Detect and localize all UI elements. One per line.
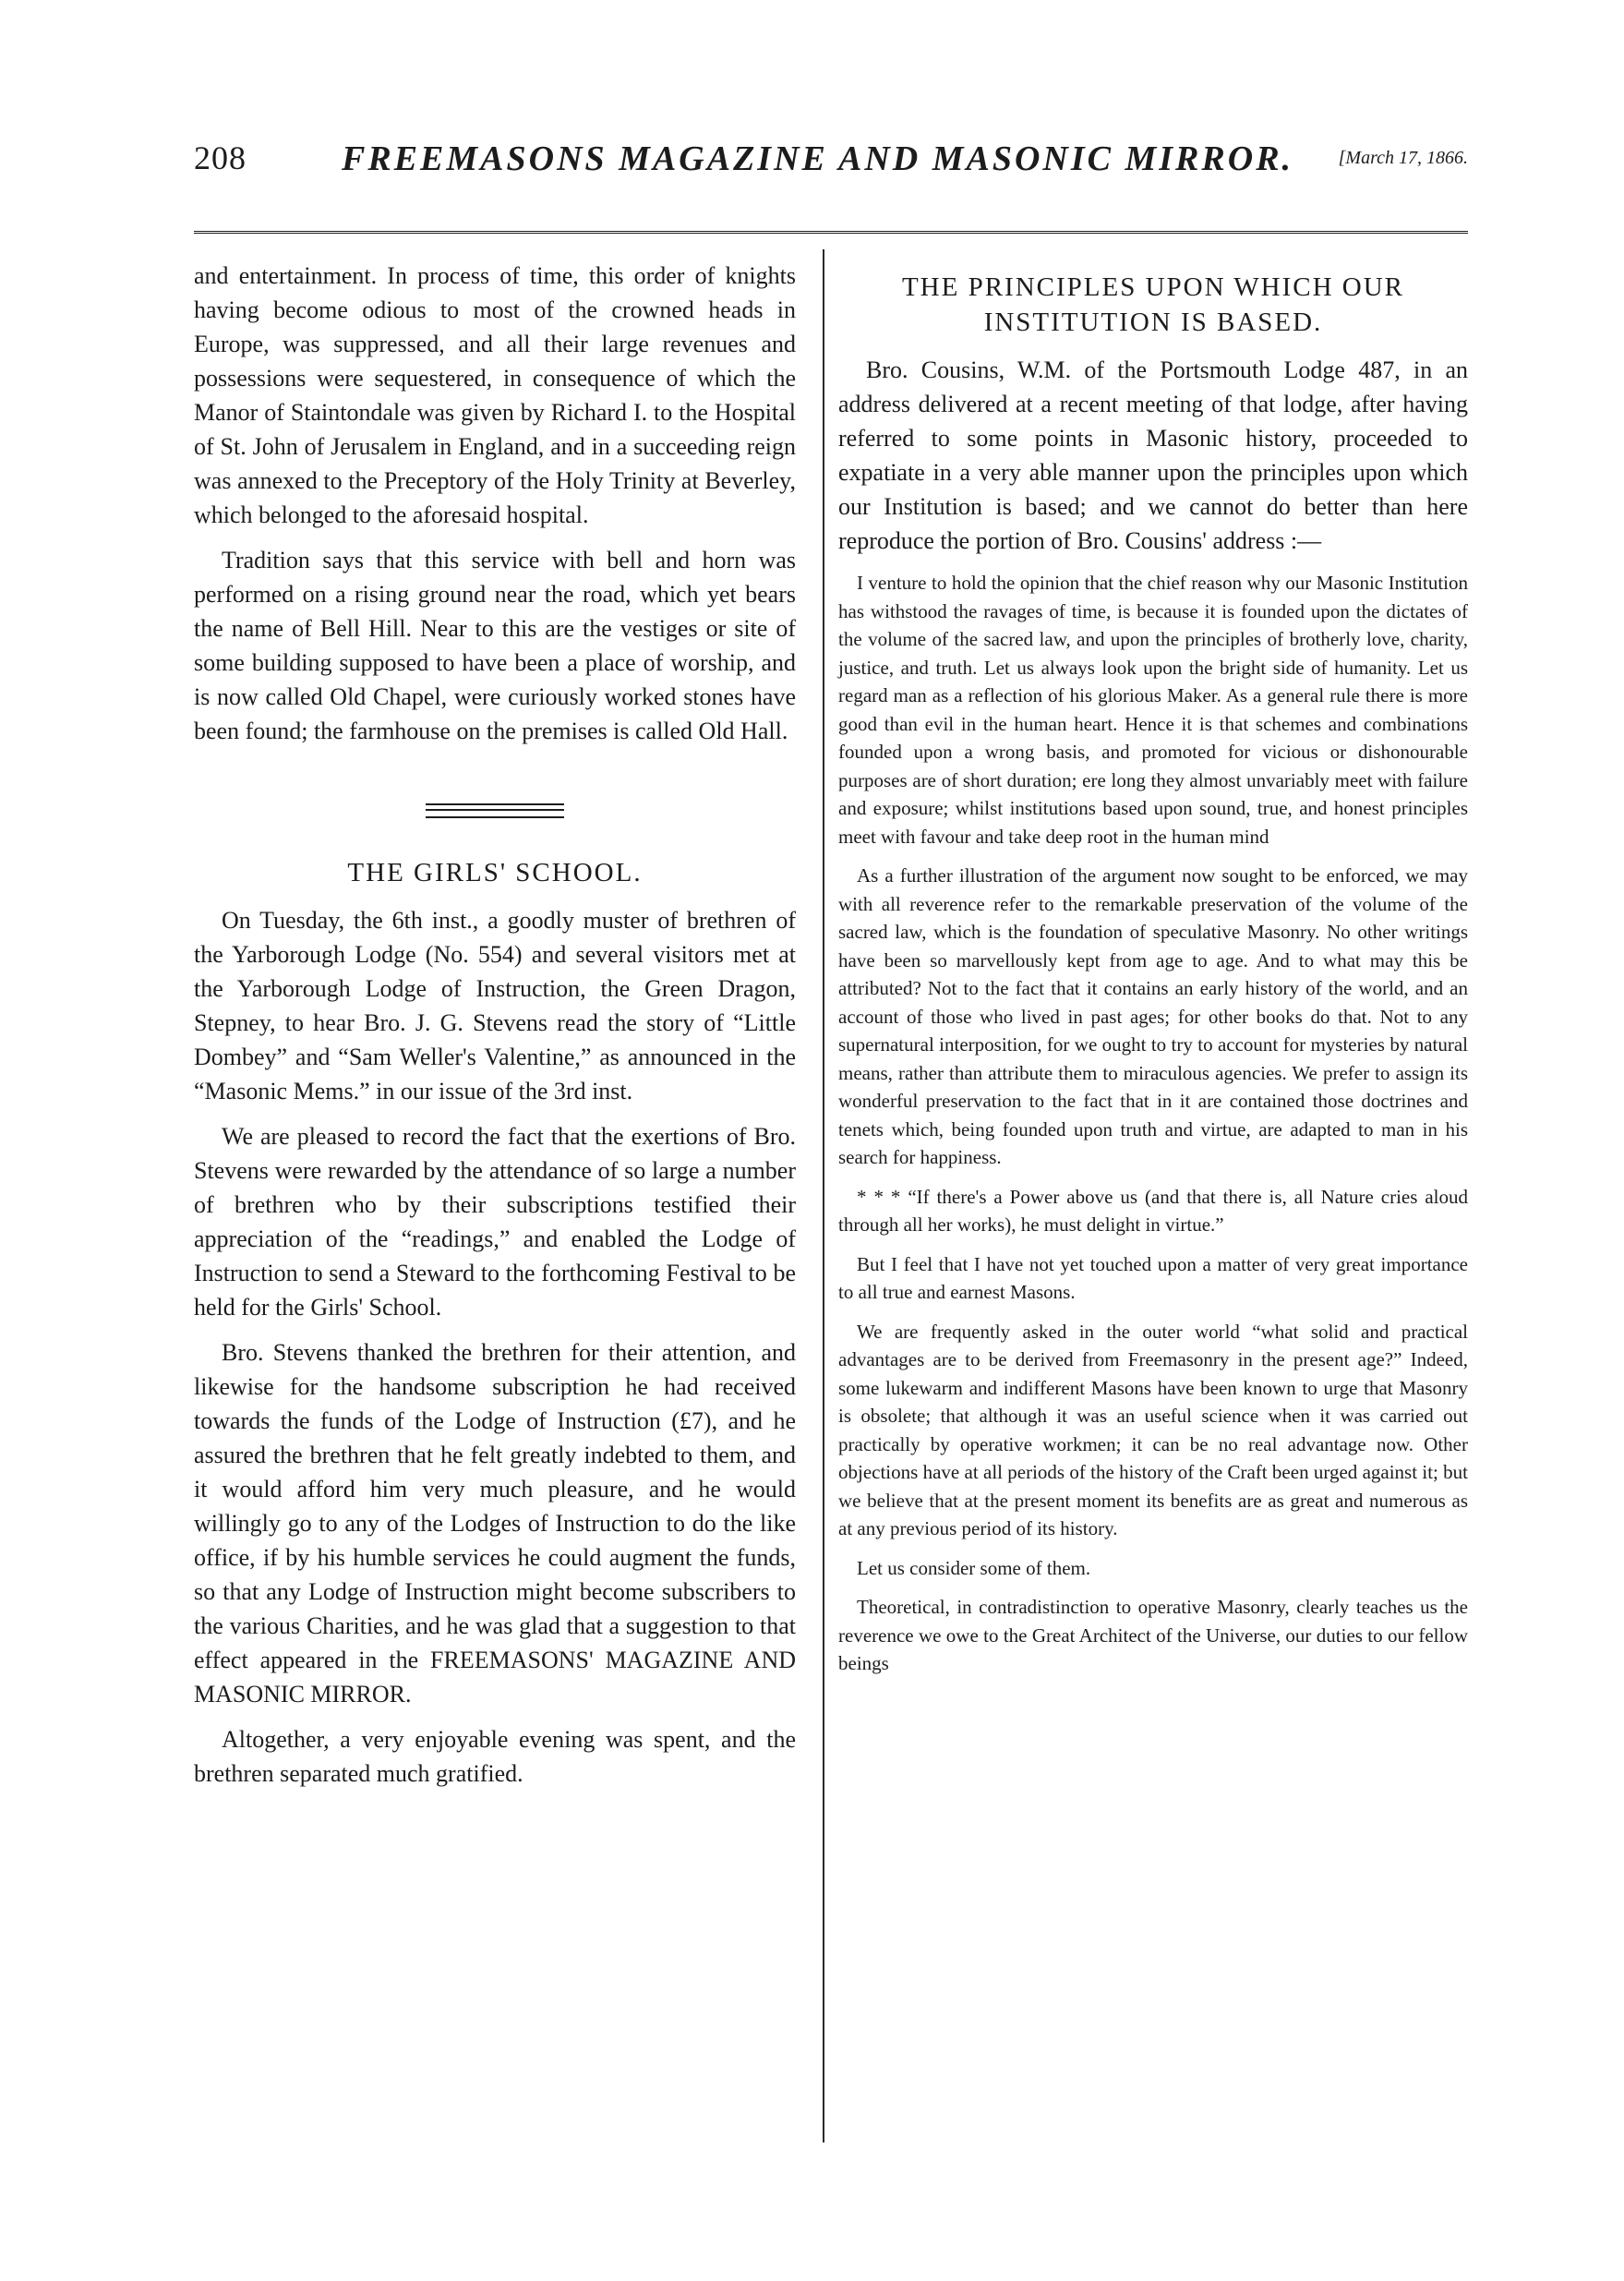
article-paragraph: Bro. Stevens thanked the brethren for their attention, and likewise for the handsome subscription he had received towards the funds of the Lodge of Instruction (£7), and he assured the brethren that he felt greatly indebted to them, and it would afford him very much pleasure, and he would willingly go to any of the Lodges of Instruction to do the like office, if by his humble services he could augment the funds, so that any Lodge of Instruction might become subscribers to the various Charities, and he was glad that a suggestion to that effect appeared in the FREEMASONS' MAGAZINE AND MASONIC MIRROR. xyxy=(194,1339,796,1708)
section-title-girls-school: THE GIRLS' SCHOOL. xyxy=(347,858,643,887)
article-paragraph: Tradition says that this service with bell and horn was performed on a rising ground near the road, which yet bears the name of Bell Hill. Near to this are the vestiges or site of some building supposed to have been a place of worship, and is now called Old Chapel, were curiously worked stones have been found; the farmhouse on the premises is called Old Hall. xyxy=(194,547,796,744)
header-rule xyxy=(194,231,1468,234)
address-paragraph: But I feel that I have not yet touched upon a matter of very great importance to all true and earnest Masons. xyxy=(838,1252,1468,1303)
address-paragraph: Let us consider some of them. xyxy=(857,1556,1091,1579)
left-column xyxy=(194,259,796,1802)
article-paragraph: On Tuesday, the 6th inst., a goodly muster of brethren of the Yarborough Lodge (No. 554) and several visitors met at the Yarborough Lodge of Instruction, the Green Dragon, Stepney, to hear Bro. J. G. Stevens read the story of “Little Dombey” and “Sam Weller's Valentine,” as announced in the “Masonic Mems.” in our issue of the 3rd inst. xyxy=(194,907,796,1104)
column-divider xyxy=(823,249,824,2142)
address-paragraph: * * * “If there's a Power above us (and that there is, all Nature cries aloud through all her works), he must delight in virtue.” xyxy=(838,1185,1468,1236)
article-paragraph: and entertainment. In process of time, this order of knights having become odious to most of the crowned heads in Europe, was suppressed, and all their large revenues and possessions were sequestered, in consequence of which the Manor of Staintondale was given by Richard I. to the Hospital of St. John of Jerusalem in England, and in a succeeding reign was annexed to the Preceptory of the Holy Trinity at Beverley, which belonged to the aforesaid hospital. xyxy=(194,262,796,528)
address-paragraph: Theoretical, in contradistinction to operative Masonry, clearly teaches us the reverence we owe to the Great Architect of the Universe, our duties to our fellow beings xyxy=(838,1596,1468,1674)
running-title: FREEMASONS MAGAZINE AND MASONIC MIRROR. xyxy=(342,139,1294,178)
article-paragraph: We are pleased to record the fact that the exertions of Bro. Stevens were rewarded by the attendance of so large a number of brethren who by their subscriptions testified their appreciation of the “readings,” and enabled the Lodge of Instruction to send a Steward to the forthcoming Festival to be held for the Girls' School. xyxy=(194,1123,796,1321)
address-paragraph: I venture to hold the opinion that the chief reason why our Masonic Institution has withstood the ravages of time, is because it is founded upon the dictates of the volume of the sacred law, and upon the principles of brotherly love, charity, justice, and truth. Let us always look upon the bright side of humanity. Let us regard man as a reflection of his glorious Maker. As a general rule there is more good than evil in the human heart. Hence it is that schemes and combinations founded upon a wrong basis, and promoted for vicious or dishonourable purposes are of short duration; ere long they almost unvariably meet with failure and exposure; whilst institutions based upon sound, true, and honest principles meet with favour and take deep root in the human mind xyxy=(838,572,1468,848)
section-divider-ornament xyxy=(426,803,564,818)
page-number: 208 xyxy=(194,139,247,176)
address-paragraph: As a further illustration of the argument now sought to be enforced, we may with all reverence refer to the remarkable preservation of the volume of the sacred law, which is the foundation of speculative Masonry. No other writings have been so marvellously kept from age to age. And to what may this be attributed? Not to the fact that it contains an early history of the world, and an account of those who lived in past ages; for other books do that. Not to any supernatural interposition, for we ought to try to account for mysteries by natural means, rather than attribute them to miraculous agencies. We prefer to assign its wonderful preservation to the fact that in it are contained those doctrines and tenets which, being founded upon truth and virtue, are adapted to man in his search for happiness. xyxy=(838,864,1468,1168)
issue-date: [March 17, 1866. xyxy=(1338,148,1468,168)
page-header xyxy=(194,139,1468,185)
address-paragraph: We are frequently asked in the outer world “what solid and practical advantages are to be derived from Freemasonry in the present age?” Indeed, some lukewarm and indifferent Masons have been known to urge that Masonry is obsolete; that although it was an useful science when it was carried out practically by operative workmen; it can be no real advantage now. Other objections have at all periods of the history of the Craft been urged against it; but we believe that at the present moment its benefits are as great and numerous as at any previous period of its history. xyxy=(838,1320,1468,1539)
section-title-principles: THE PRINCIPLES UPON WHICH OUR INSTITUTION IS BASED. xyxy=(901,272,1405,337)
right-column xyxy=(838,259,1468,1689)
article-intro: Bro. Cousins, W.M. of the Portsmouth Lodge 487, in an address delivered at a recent meeting of that lodge, after having referred to some points in Masonic history, proceeded to expatiate in a very able manner upon the principles upon which our Institution is based; and we cannot do better than here reproduce the portion of Bro. Cousins' address :— xyxy=(838,356,1468,554)
article-paragraph: Altogether, a very enjoyable evening was spent, and the brethren separated much gratified. xyxy=(194,1726,796,1787)
